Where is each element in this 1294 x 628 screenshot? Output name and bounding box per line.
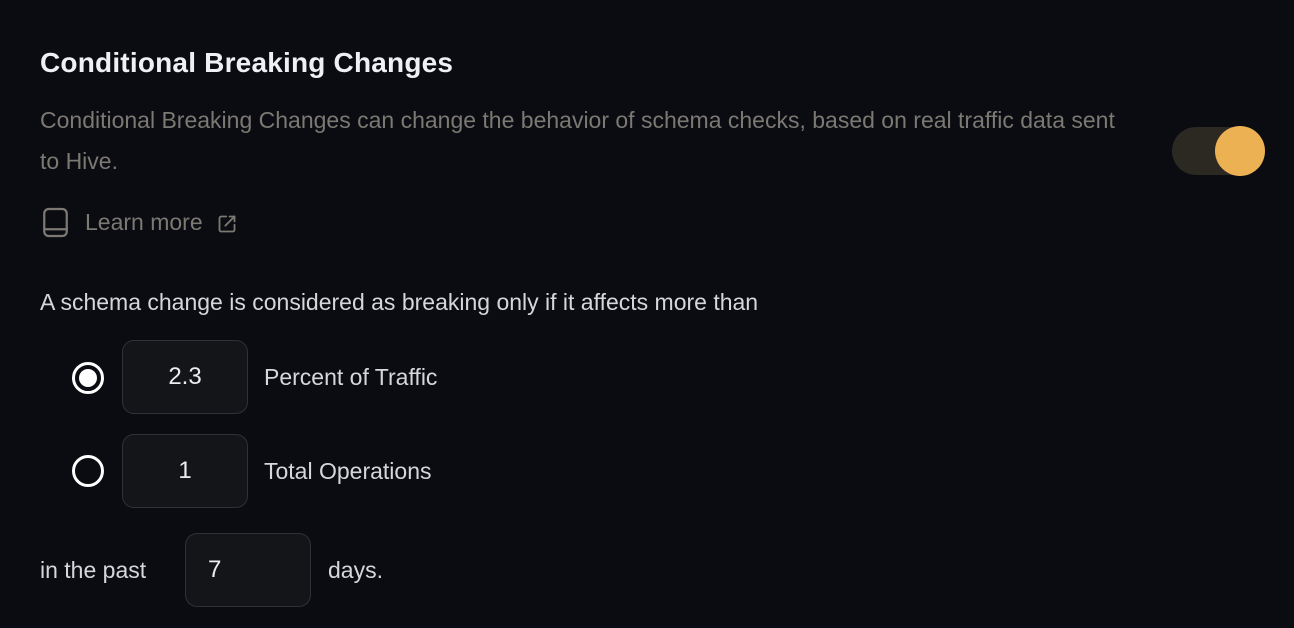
radio-percent-of-traffic[interactable] [72, 362, 104, 394]
learn-more-label: Learn more [85, 209, 203, 235]
toggle-knob[interactable] [1215, 126, 1265, 176]
learn-more-link[interactable] [42, 206, 237, 239]
period-suffix-label: days. [328, 557, 383, 583]
percent-of-traffic-input[interactable] [122, 340, 248, 414]
book-icon [42, 206, 69, 239]
total-operations-input[interactable] [122, 434, 248, 508]
total-operations-label: Total Operations [264, 458, 432, 484]
page-title: Conditional Breaking Changes [40, 47, 454, 78]
conditional-breaking-changes-toggle[interactable] [1172, 127, 1264, 175]
period-days-input[interactable] [185, 533, 311, 607]
page-description: Conditional Breaking Changes can change the behavior of schema checks, based on real traffic data sent to Hive. [40, 107, 1115, 174]
percent-of-traffic-label: Percent of Traffic [264, 364, 438, 390]
breaking-condition-intro: A schema change is considered as breaking only if it affects more than [40, 289, 759, 315]
external-link-icon [217, 214, 237, 234]
radio-total-operations[interactable] [72, 455, 104, 487]
period-prefix-label: in the past [40, 557, 147, 583]
